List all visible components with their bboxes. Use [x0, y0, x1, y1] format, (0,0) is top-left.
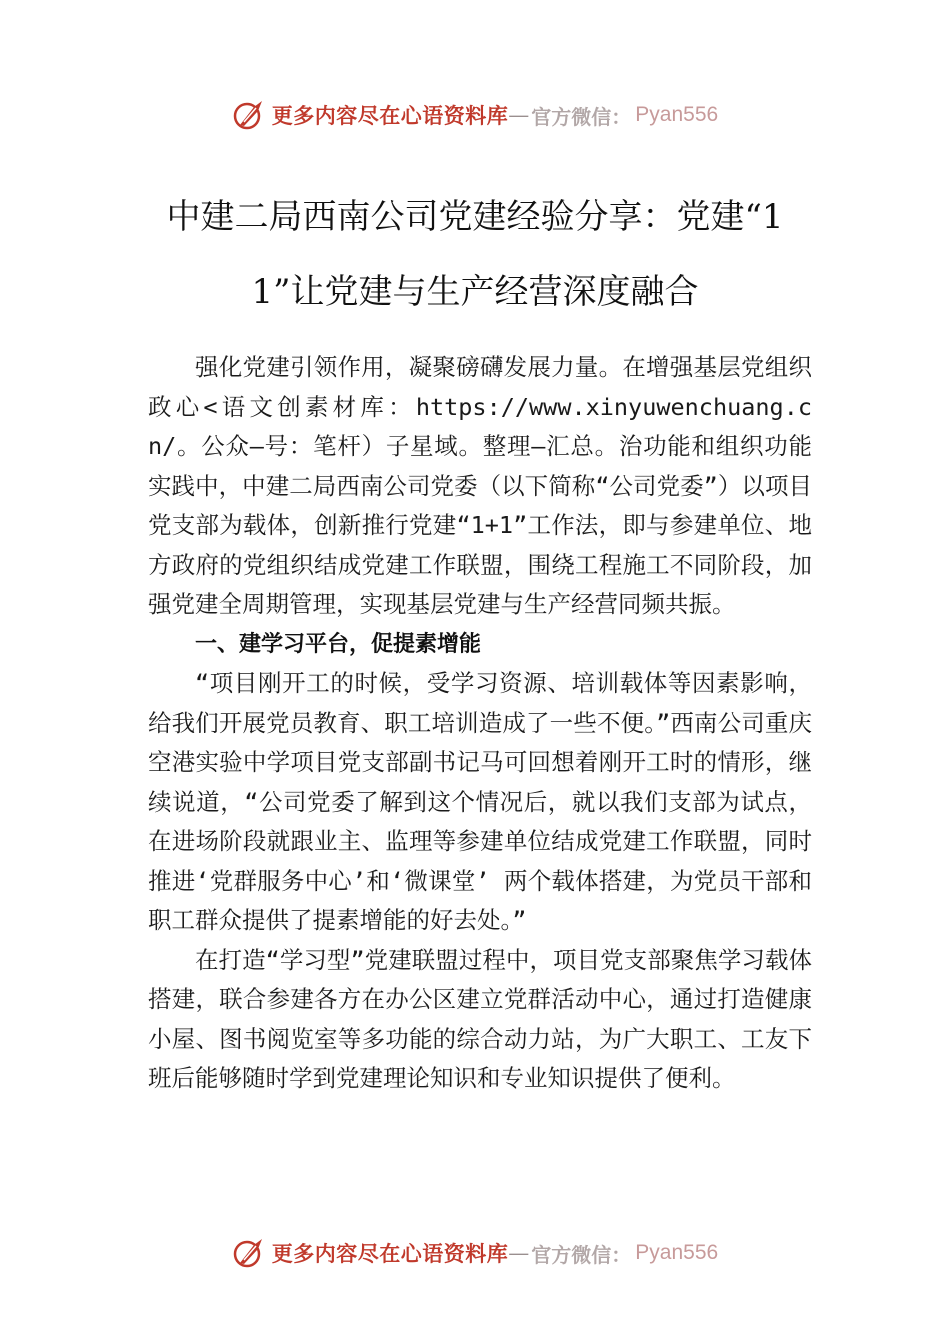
banner-text: 更多内容尽在心语资料库	[271, 103, 509, 128]
banner-wechat-id: Pyan556	[635, 1241, 719, 1264]
quill-pen-logo-icon	[232, 1236, 266, 1270]
header-banner	[0, 95, 950, 135]
banner-separator: —	[508, 1241, 530, 1265]
footer-banner	[0, 1233, 950, 1273]
section-paragraph: 在打造“学习型”党建联盟过程中，项目党支部聚焦学习载体搭建，联合参建各方在办公区建立党群活动中心，通过打造健康小屋、图书阅览室等多功能的综合动力站，为广大职工、工友下班后能够随时学到党建理论知识和专业知识提供了便利。	[148, 945, 812, 1092]
document-body	[148, 348, 812, 1099]
banner-wechat-id: Pyan556	[635, 103, 719, 126]
title-line-2: 1”让党建与生产经营深度融合	[251, 272, 699, 312]
intro-paragraph: 强化党建引领作用，凝聚磅礴发展力量。在增强基层党组织政心<语文创素材库：https://www.xinyuwenchuang.cn/。公众—号：笔杆）子星域。整理—汇总。治功能和组织功能实践中，中建二局西南公司党委（以下简称“公司党委”）以项目党支部为载体，创新推行党建“1+1”工作法，即与参建单位、地方政府的党组织结成党建工作联盟，围绕工程施工不同阶段，加强党建全周期管理，实现基层党建与生产经营同频共振。	[148, 353, 812, 618]
banner-separator: —	[508, 103, 530, 127]
title-line-1: 中建二局西南公司党建经验分享：党建“1	[166, 197, 784, 237]
section-heading: 一、建学习平台，促提素增能	[195, 631, 482, 657]
banner-wechat-label: 官方微信：	[531, 104, 632, 129]
quill-pen-logo-icon	[232, 98, 266, 132]
section-paragraph: “项目刚开工的时候，受学习资源、培训载体等因素影响，给我们开展党员教育、职工培训造成了一些不便。”西南公司重庆空港实验中学项目党支部副书记马可回想着刚开工时的情形，继续说道，“公司党委了解到这个情况后，就以我们支部为试点，在进场阶段就跟业主、监理等参建单位结成党建工作联盟，同时推进‘党群服务中心’和‘微课堂’ 两个载体搭建，为党员干部和职工群众提供了提素增能的好去处。”	[148, 669, 812, 934]
banner-wechat-label: 官方微信：	[531, 1242, 632, 1267]
document-title	[140, 180, 810, 330]
banner-text: 更多内容尽在心语资料库	[271, 1241, 509, 1266]
